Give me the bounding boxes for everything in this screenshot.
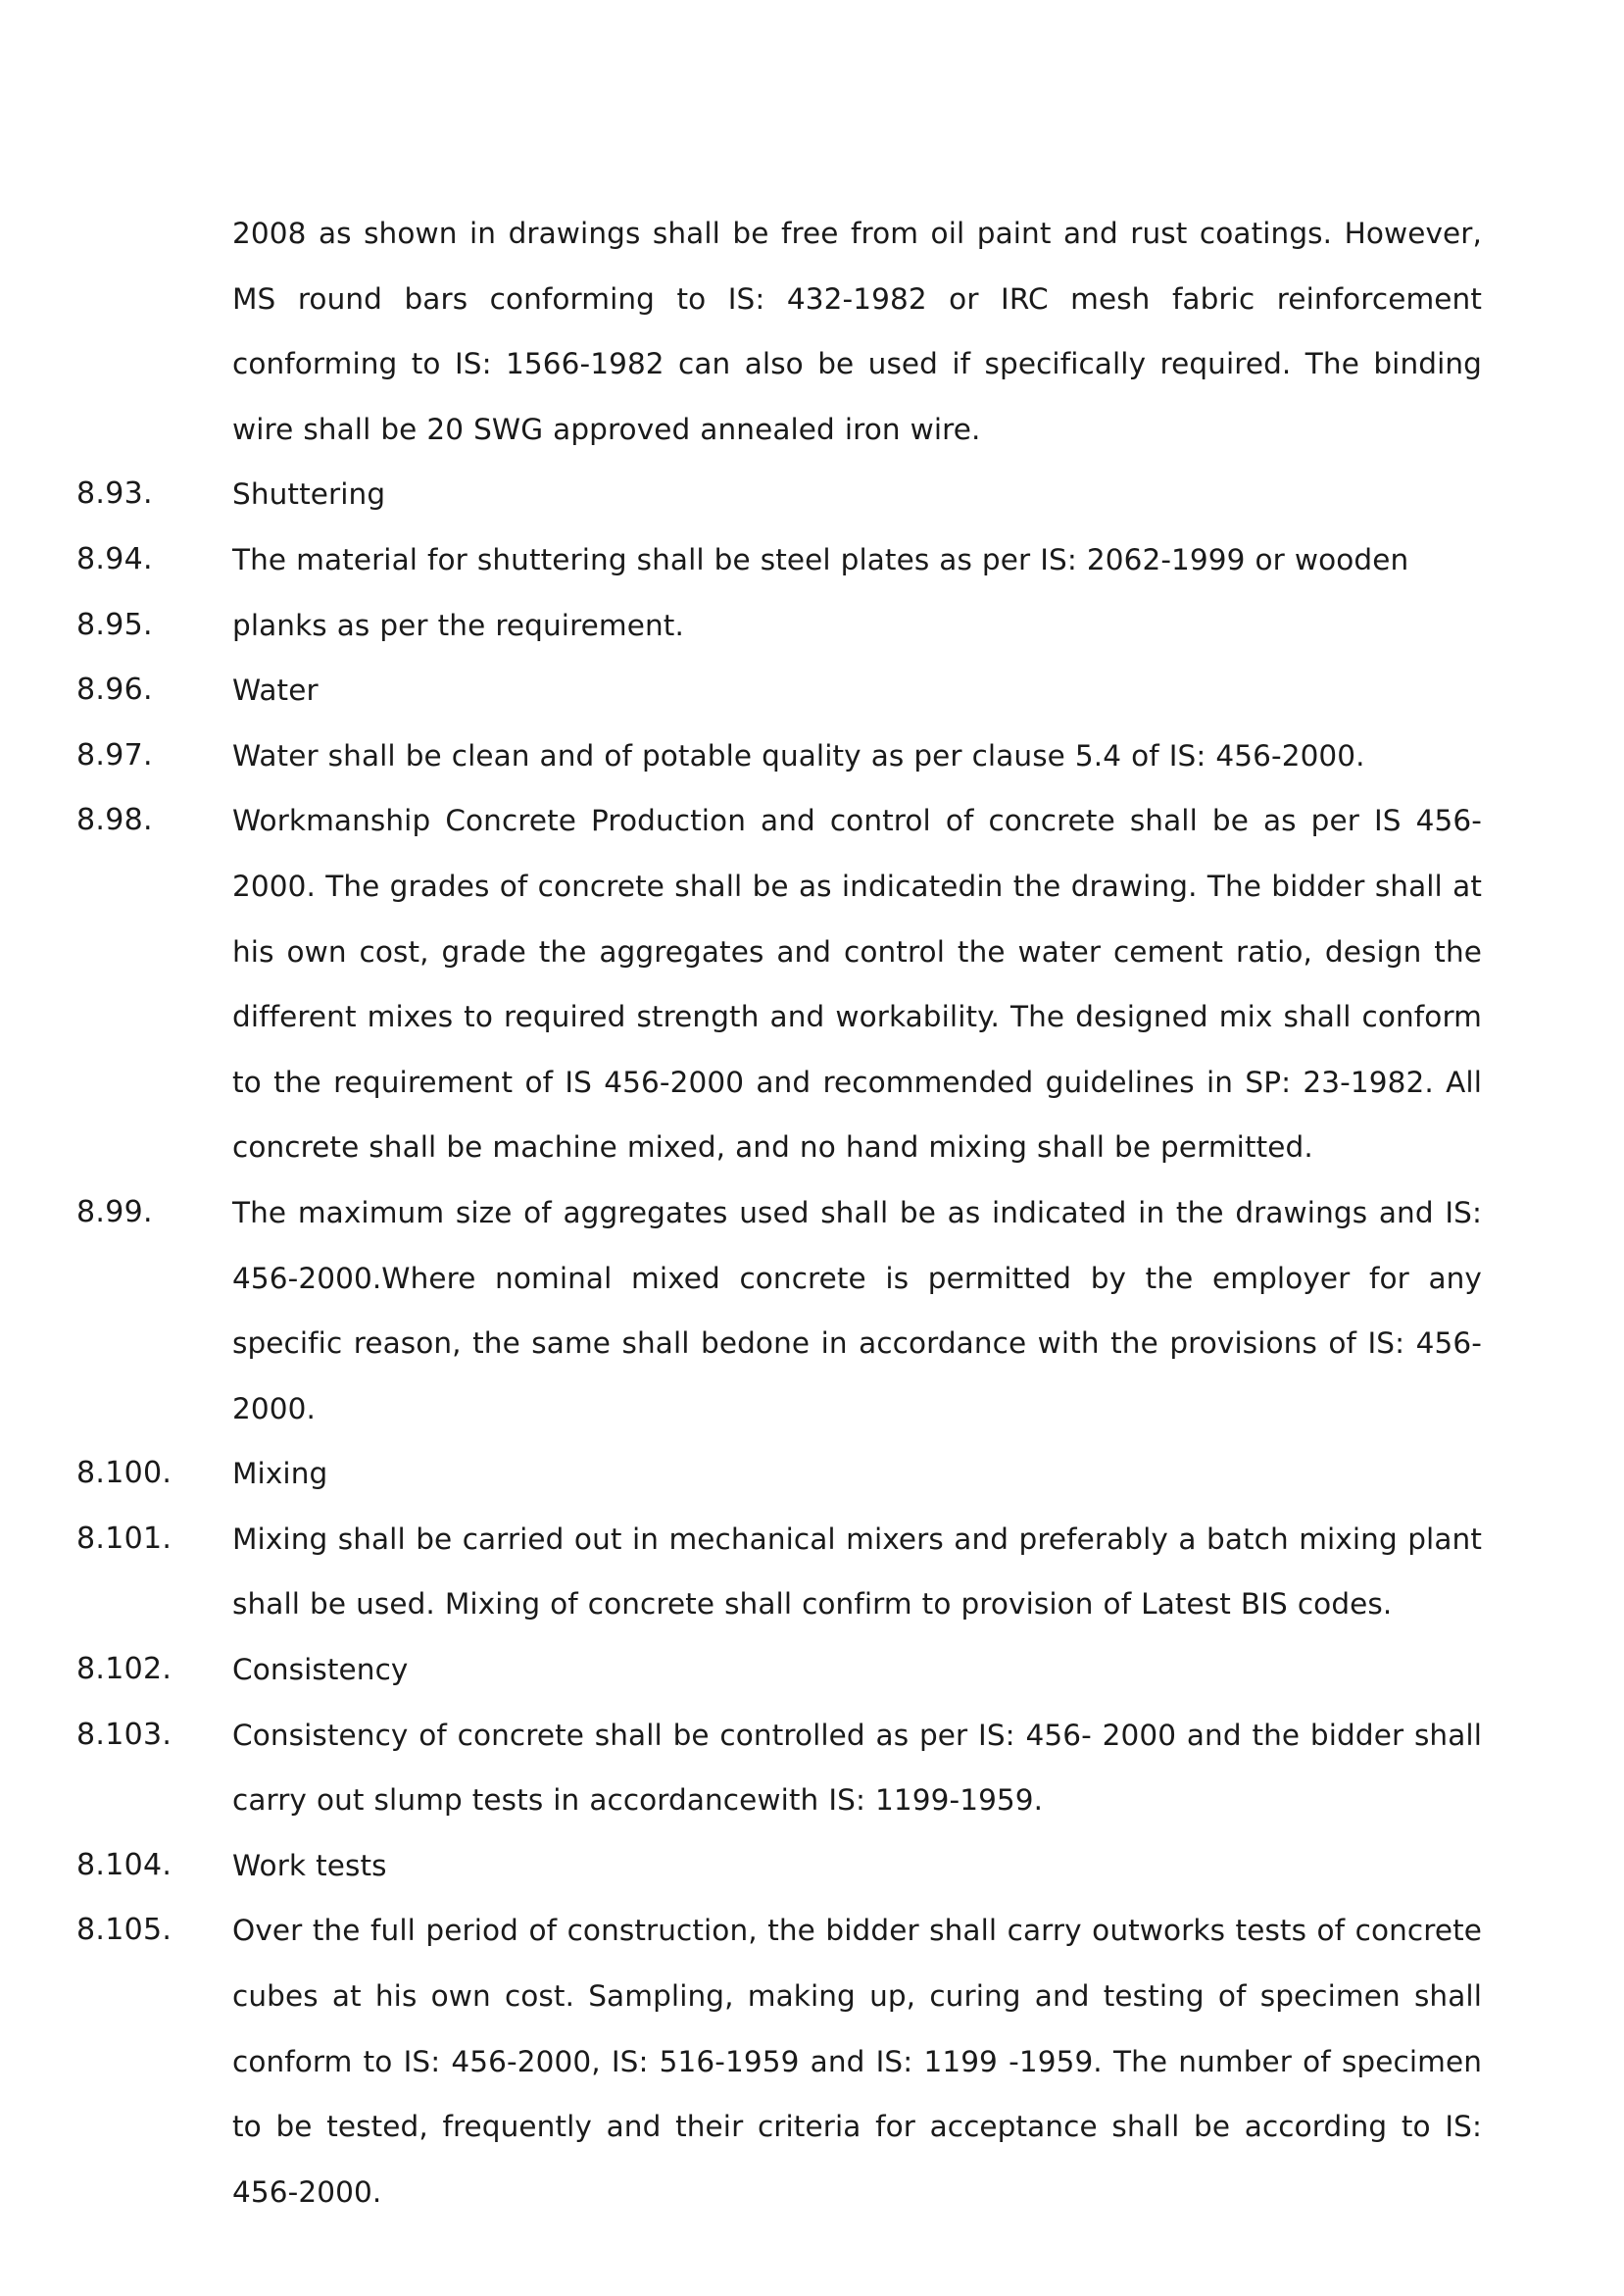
clause-8-97: [0, 724, 1624, 789]
clause-number: 8.96.: [76, 673, 153, 708]
clause-heading: Consistency: [232, 1653, 409, 1687]
clause-number: 8.93.: [76, 476, 153, 512]
continuation-paragraph: [0, 201, 1624, 462]
clause-text: Mixing shall be carried out in mechanical mixers and preferably a batch mixing plant shall be used. Mixing of concrete shall confirm to provision of Latest BIS codes.: [232, 1522, 1482, 1622]
clause-heading: Work tests: [232, 1848, 387, 1882]
clause-8-105: [0, 1898, 1624, 2224]
clause-number: 8.99.: [76, 1194, 153, 1229]
clause-8-103: [0, 1703, 1624, 1833]
clause-heading: Water: [232, 674, 319, 708]
clause-8-100: [0, 1441, 1624, 1507]
clause-text: planks as per the requirement.: [232, 608, 684, 642]
clause-8-104: [0, 1833, 1624, 1899]
document-body: [0, 201, 1624, 2224]
clause-8-94: [0, 527, 1624, 593]
clause-number: 8.97.: [76, 737, 153, 773]
clause-number: 8.103.: [76, 1717, 172, 1752]
clause-8-96: [0, 658, 1624, 724]
clause-8-93: [0, 462, 1624, 527]
clause-heading: Shuttering: [232, 477, 386, 512]
clause-8-98: [0, 788, 1624, 1180]
clause-text: Consistency of concrete shall be controlled as per IS: 456- 2000 and the bidder shall carry out slump tests in accordancewith IS: 1199-1959.: [232, 1718, 1482, 1818]
clause-8-102: [0, 1637, 1624, 1703]
clause-text: Over the full period of construction, the bidder shall carry outworks tests of concrete cubes at his own cost. Sampling, making up, curing and testing of specimen shall conform to IS: 456-2000, IS: 516-1959 and IS: 1199 -1959. The number of specimen to be tested, frequently and their criteria for acceptance shall be according to IS: 456-2000.: [232, 1914, 1482, 2209]
clause-number: 8.104.: [76, 1847, 172, 1882]
paragraph-text: 2008 as shown in drawings shall be free from oil paint and rust coatings. However, MS round bars conforming to IS: 432-1982 or IRC mesh fabric reinforcement conforming to IS: 1566-1982 can also be used if specifically required. The binding wire shall be 20 SWG approved annealed iron wire.: [232, 217, 1482, 446]
clause-number: 8.101.: [76, 1521, 172, 1556]
clause-heading: Mixing: [232, 1457, 328, 1491]
clause-number: 8.98.: [76, 803, 153, 838]
clause-number: 8.95.: [76, 607, 153, 642]
clause-text: Workmanship Concrete Production and control of concrete shall be as per IS 456-2000. The grades of concrete shall be as indicatedin the drawing. The bidder shall at his own cost, grade the aggregates and control the water cement ratio, design the different mixes to required strength and workability. The designed mix shall conform to the requirement of IS 456-2000 and recommended guidelines in SP: 23-1982. All concrete shall be machine mixed, and no hand mixing shall be permitted.: [232, 804, 1482, 1165]
clause-number: 8.105.: [76, 1913, 172, 1948]
clause-8-101: [0, 1507, 1624, 1637]
clause-8-95: [0, 593, 1624, 659]
clause-number: 8.102.: [76, 1652, 172, 1687]
clause-text: Water shall be clean and of potable quality as per clause 5.4 of IS: 456-2000.: [232, 738, 1365, 773]
clause-number: 8.100.: [76, 1456, 172, 1491]
clause-number: 8.94.: [76, 541, 153, 576]
clause-text: The material for shuttering shall be steel plates as per IS: 2062-1999 or wooden: [232, 542, 1409, 576]
clause-8-99: [0, 1180, 1624, 1441]
clause-text: The maximum size of aggregates used shall be as indicated in the drawings and IS: 456-2000.Where nominal mixed concrete is permitted by the employer for any specific reason, the same shall bedone in accordance with the provisions of IS: 456-2000.: [232, 1195, 1482, 1425]
